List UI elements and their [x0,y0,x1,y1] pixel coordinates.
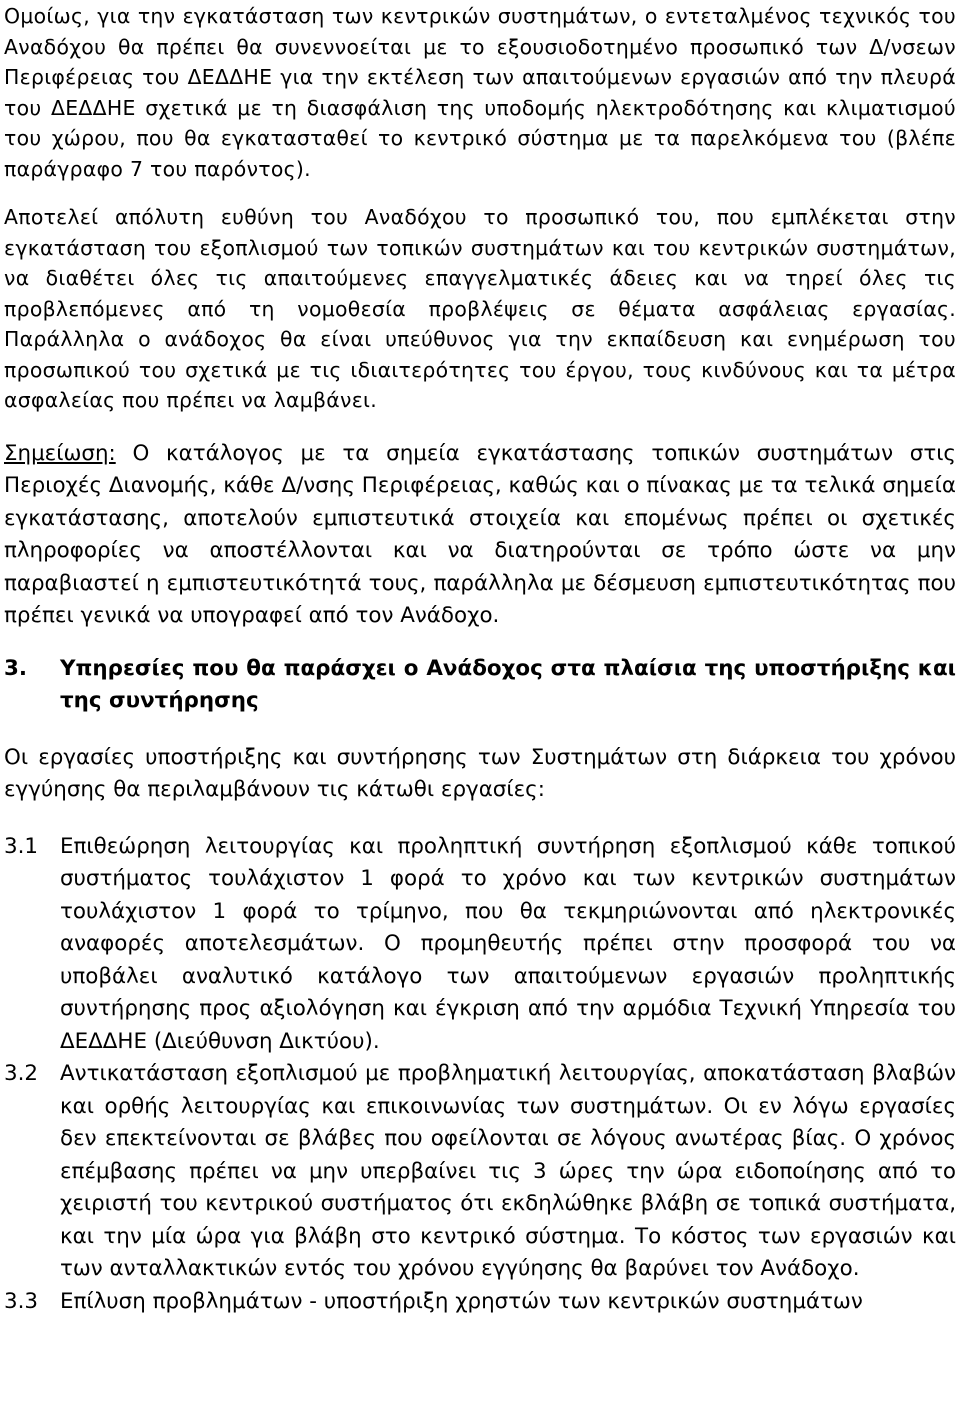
item-text: Αντικατάσταση εξοπλισμού με προβληματική λειτουργίας, αποκατάσταση βλαβών και ορθής λειτουργίας και επικοινωνίας των συστημάτων. Οι εν λόγω εργασίες δεν επεκτείνονται σε βλάβες που οφείλονται σε λόγους ανωτέρας βίας. Ο χρόνος επέμβασης πρέπει να μην υπερβαίνει τις 3 ώρες την ώρα ειδοποίησης από το χειριστή του κεντρικού συστήματος ότι εκδηλώθηκε βλάβη σε τοπικά συστήματα, και την μία ώρα για βλάβη στο κεντρικό σύστημα. Το κόστος των εργασιών και των ανταλλακτικών εντός του χρόνου εγγύησης θα βαρύνει τον Ανάδοχο. [60,1061,956,1281]
note-text: Ο κατάλογος με τα σημεία εγκατάστασης τοπικών συστημάτων στις Περιοχές Διανομής, κάθε Δ/νσης Περιφέρειας, καθώς και ο πίνακας με τα τελικά σημεία εγκατάστασης, αποτελούν εμπιστευτικά στοιχεία και επομένως πρέπει οι σχετικές πληροφορίες να αποστέλλονται και να διατηρούνται σε τρόπο ώστε να μην παραβιαστεί η εμπιστευτικότητά τους, παράλληλα με δέσμευση εμπιστευτικότητας που πρέπει γενικά να υπογραφεί από τον Ανάδοχο. [4,440,956,628]
item-text: Επιθεώρηση λειτουργίας και προληπτική συντήρηση εξοπλισμού κάθε τοπικού συστήματος τουλάχιστον 1 φορά το χρόνο και των κεντρικών συστημάτων τουλάχιστον 1 φορά το τρίμηνο, που θα τεκμηριώνονται από ηλεκτρονικές αναφορές αποτελεσμάτων. Ο προμηθευτής πρέπει στην προσφορά του να υποβάλει αναλυτικό κατάλογο των απαιτούμενων εργασιών προληπτικής συντήρησης προς αξιολόγηση και έγκριση από την αρμόδια Τεχνική Υπηρεσία του ΔΕΔΔΗΕ (Διεύθυνση Δικτύου). [60,833,956,1054]
item-number: 3.2 [4,1061,39,1086]
paragraph-central-installation: Ομοίως, για την εγκατάσταση των κεντρικών συστημάτων, ο εντεταλμένος τεχνικός του Αναδόχου θα πρέπει θα συνεννοείται με το εξουσιοδοτημένο προσωπικό των Δ/νσεων Περιφέρειας του ΔΕΔΔΗΕ για την εκτέλεση των απαιτούμενων εργασιών από την πλευρά του ΔΕΔΔΗΕ σχετικά με τη διασφάλιση της υποδομής ηλεκτροδότησης και κλιματισμού του χώρου, που θα εγκατασταθεί το κεντρικό σύστημα με τα παρελκόμενα του (βλέπε παράγραφο 7 του παρόντος). [4,4,956,181]
list-item [4,1286,956,1319]
item-number: 3.3 [4,1288,39,1314]
paragraph-contractor-responsibility: Αποτελεί απόλυτη ευθύνη του Αναδόχου το προσωπικό του, που εμπλέκεται στην εγκατάσταση του εξοπλισμού των τοπικών συστημάτων και του κεντρικών συστημάτων, να διαθέτει όλες τις απαιτούμενες επαγγελματικές άδειες και να τηρεί όλες τις προβλεπόμενες από τη νομοθεσία προβλέψεις σε θέματα ασφάλειας εργασίας. Παράλληλα ο ανάδοχος θα είναι υπεύθυνος για την εκπαίδευση και ενημέρωση του προσωπικού του σχετικά με τις ιδιαιτερότητες του έργου, τους κινδύνους και τα μέτρα ασφαλείας που πρέπει να λαμβάνει. [4,205,956,412]
section-number: 3. [4,655,28,681]
note-paragraph [4,438,956,633]
section-title: Υπηρεσίες που θα παράσχει ο Ανάδοχος στα πλαίσια της υποστήριξης και της συντήρησης [60,655,956,713]
item-number: 3.1 [4,833,39,859]
section-intro: Οι εργασίες υποστήριξης και συντήρησης των Συστημάτων στη διάρκεια του χρόνου εγγύησης θα περιλαμβάνουν τις κάτωθι εργασίες: [4,744,956,802]
item-text: Επίλυση προβλημάτων - υποστήριξη χρηστών των κεντρικών συστημάτων [60,1288,863,1314]
note-label: Σημείωση: [4,440,116,466]
list-item [4,1058,956,1286]
list-item [4,831,956,1059]
section-heading [4,653,956,718]
